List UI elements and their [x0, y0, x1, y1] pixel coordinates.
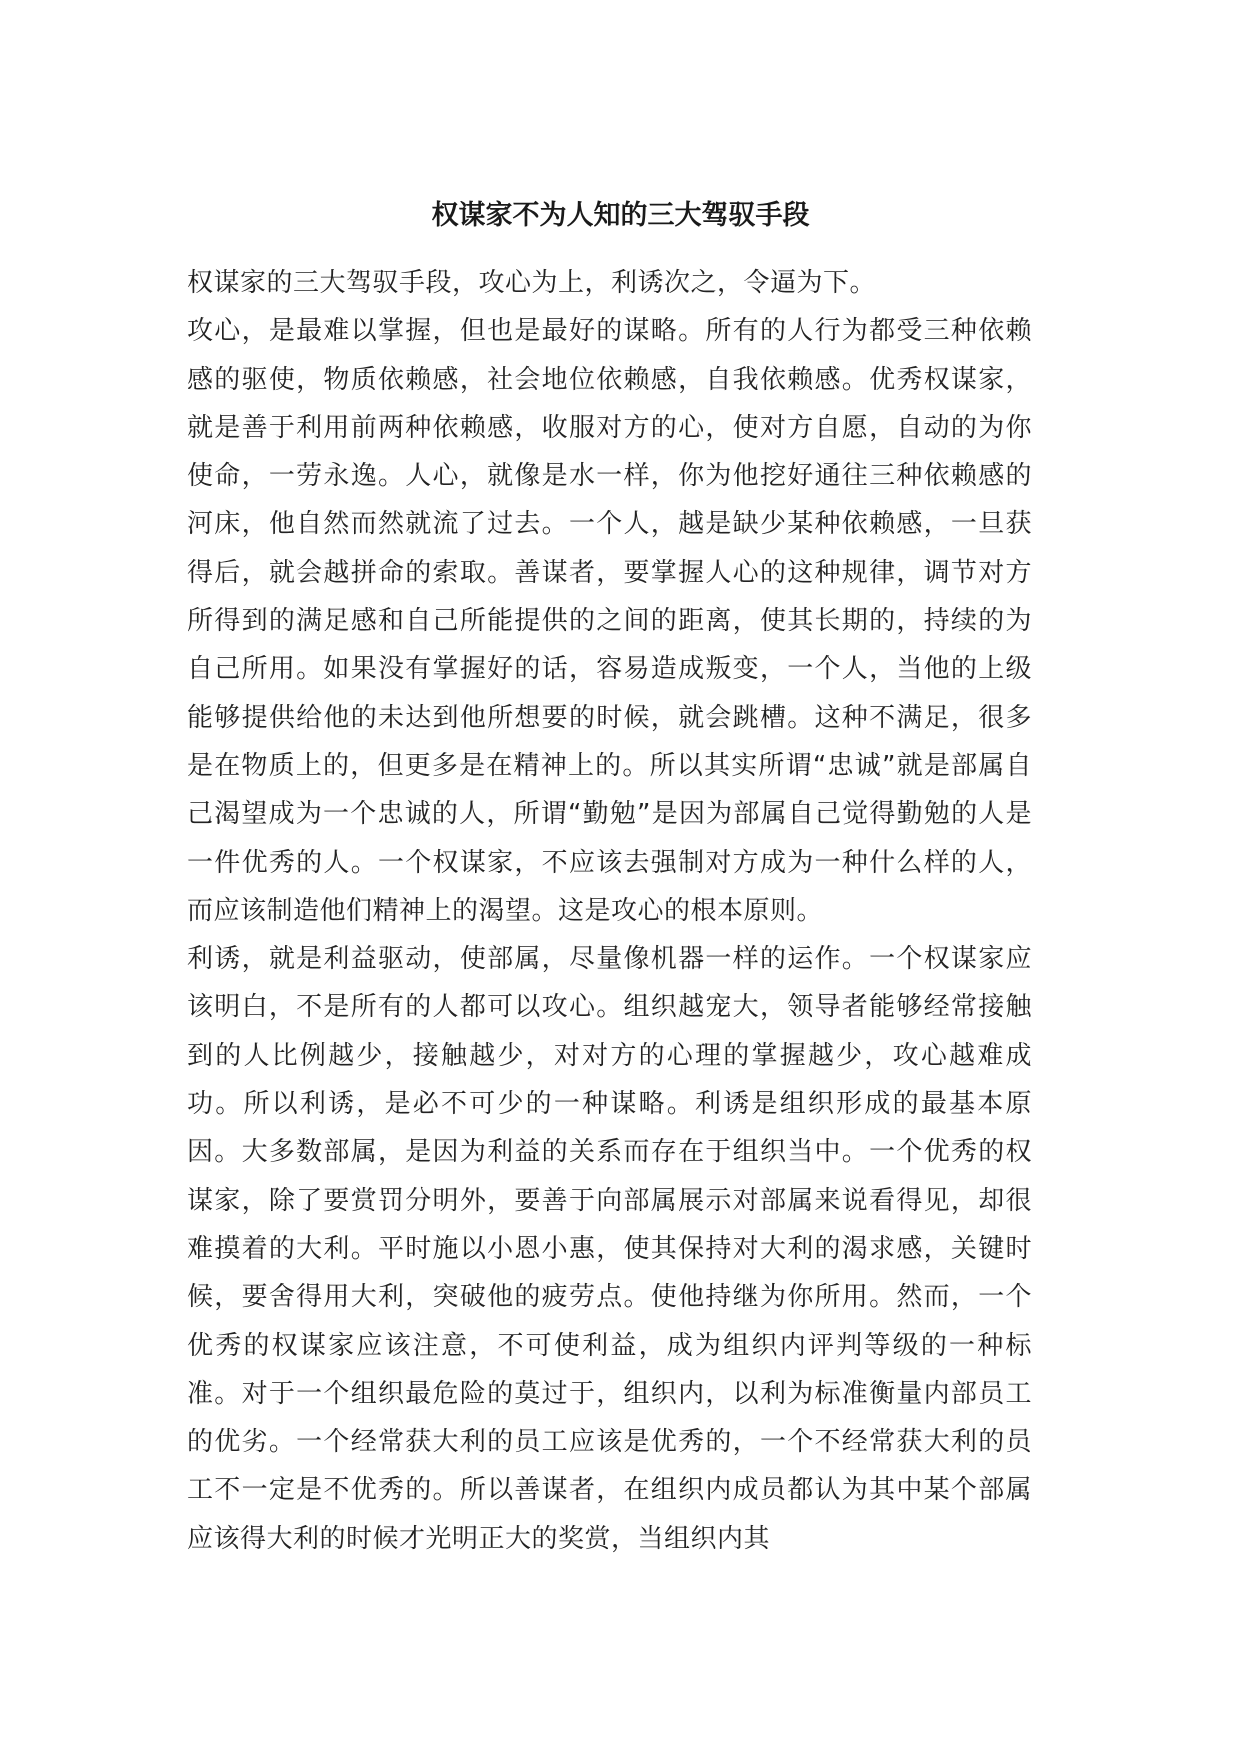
paragraph-gongxin: 攻心，是最难以掌握，但也是最好的谋略。所有的人行为都受三种依赖感的驱使，物质依赖感，社会地位依赖感，自我依赖感。优秀权谋家，就是善于利用前两种依赖感，收服对方的心，使对方自愿，自动的为你使命，一劳永逸。人心，就像是水一样，你为他挖好通往三种依赖感的河床，他自然而然就流了过去。一个人，越是缺少某种依赖感，一旦获得后，就会越拼命的索取。善谋者，要掌握人心的这种规律，调节对方所得到的满足感和自己所能提供的之间的距离，使其长期的，持续的为自己所用。如果没有掌握好的话，容易造成叛变，一个人，当他的上级能够提供给他的未达到他所想要的时候，就会跳槽。这种不满足，很多是在物质上的，但更多是在精神上的。所以其实所谓“忠诚”就是部属自己渴望成为一个忠诚的人，所谓“勤勉”是因为部属自己觉得勤勉的人是一件优秀的人。一个权谋家，不应该去强制对方成为一种什么样的人，而应该制造他们精神上的渴望。这是攻心的根本原则。	[187, 316, 1032, 926]
paragraph-liyou: 利诱，就是利益驱动，使部属，尽量像机器一样的运作。一个权谋家应该明白，不是所有的人都可以攻心。组织越宠大，领导者能够经常接触到的人比例越少，接触越少，对对方的心理的掌握越少，攻心越难成功。所以利诱，是必不可少的一种谋略。利诱是组织形成的最基本原因。大多数部属，是因为利益的关系而存在于组织当中。一个优秀的权谋家，除了要赏罚分明外，要善于向部属展示对部属来说看得见，却很难摸着的大利。平时施以小恩小惠，使其保持对大利的渴求感，关键时候，要舍得用大利，突破他的疲劳点。使他持继为你所用。然而，一个优秀的权谋家应该注意，不可使利益，成为组织内评判等级的一种标准。对于一个组织最危险的莫过于，组织内，以利为标准衡量内部员工的优劣。一个经常获大利的员工应该是优秀的，一个不经常获大利的员工不一定是不优秀的。所以善谋者，在组织内成员都认为其中某个部属应该得大利的时候才光明正大的奖赏，当组织内其	[187, 944, 1032, 1554]
paragraph-intro: 权谋家的三大驾驭手段，攻心为上，利诱次之，令逼为下。	[187, 268, 877, 298]
document-body	[187, 259, 1032, 1563]
document-title: 权谋家不为人知的三大驾驭手段	[431, 200, 810, 231]
